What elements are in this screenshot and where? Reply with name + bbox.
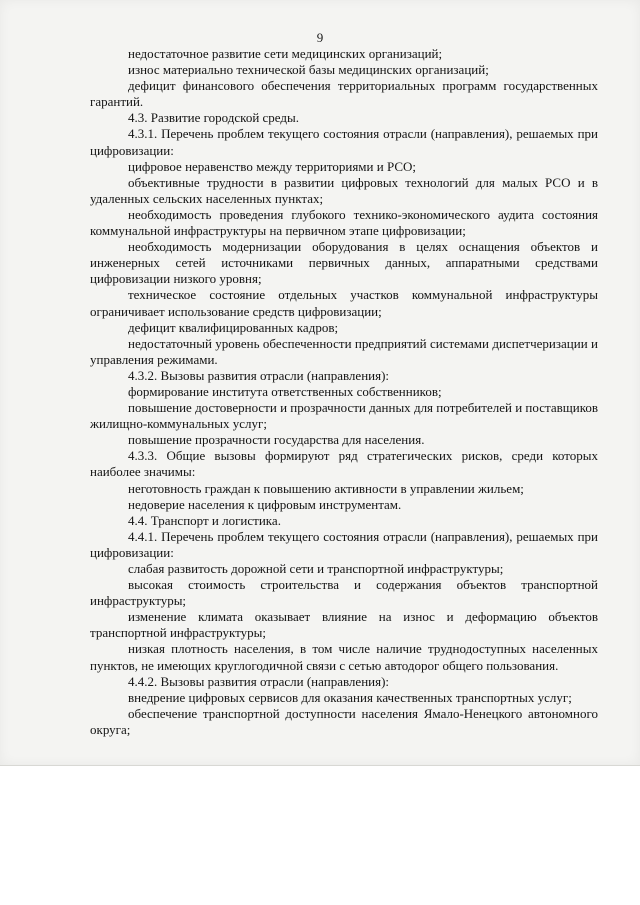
paragraph: объективные трудности в развитии цифровых технологий для малых РСО и в удаленных сельских населенных пунктах; (90, 174, 598, 206)
subsection-heading: 4.3.2. Вызовы развития отрасли (направления): (128, 367, 390, 383)
paragraph: повышение достоверности и прозрачности данных для потребителей и поставщиков жилищно-коммунальных услуг; (90, 400, 598, 432)
paragraph: техническое состояние отдельных участков коммунальной инфраструктуры ограничивает использование средств цифровизации; (90, 287, 598, 319)
paragraph: слабая развитость дорожной сети и транспортной инфраструктуры; (128, 561, 504, 576)
subsection-heading: 4.3.3. Общие вызовы формируют ряд стратегических рисков, среди которых наиболее значимы: (90, 448, 598, 480)
paragraph: высокая стоимость строительства и содержания объектов транспортной инфраструктуры; (90, 577, 598, 609)
paragraph: обеспечение транспортной доступности населения Ямало-Ненецкого автономного округа; (90, 705, 598, 737)
paragraph: недостаточный уровень обеспеченности предприятий системами диспетчеризации и управления режимами. (90, 335, 598, 367)
paragraph: износ материально технической базы медицинских организаций; (128, 62, 489, 78)
paragraph: низкая плотность населения, в том числе наличие труднодоступных населенных пунктов, не имеющих круглогодичной связи с сетью автодорог общего пользования. (90, 641, 598, 673)
paragraph: внедрение цифровых сервисов для оказания качественных транспортных услуг; (128, 689, 572, 705)
paragraph: необходимость модернизации оборудования в целях оснащения объектов и инженерных сетей источниками первичных данных, аппаратными средствами цифровизации низкого уровня; (90, 239, 598, 287)
paragraph: цифровое неравенство между территориями и РСО; (128, 158, 416, 174)
paragraph: повышение прозрачности государства для населения. (128, 432, 425, 448)
page-number: 9 (316, 30, 324, 45)
document-body (90, 46, 598, 738)
paragraph: необходимость проведения глубокого технико-экономического аудита состояния коммунальной инфраструктуры на первичном этапе цифровизации; (90, 206, 598, 239)
section-heading: 4.3. Развитие городской среды. (128, 110, 299, 126)
paragraph: дефицит финансового обеспечения территориальных программ государственных гарантий. (90, 78, 598, 110)
subsection-heading: 4.4.2. Вызовы развития отрасли (направления): (128, 673, 390, 689)
paragraph: дефицит квалифицированных кадров; (128, 319, 339, 335)
paragraph: формирование института ответственных собственников; (128, 383, 442, 399)
paragraph: недостаточное развитие сети медицинских организаций; (128, 46, 443, 61)
paragraph: неготовность граждан к повышению активности в управлении жильем; (128, 480, 524, 496)
subsection-heading: 4.3.1. Перечень проблем текущего состояния отрасли (направления), решаемых при цифровизации: (90, 126, 598, 158)
section-heading: 4.4. Транспорт и логистика. (128, 512, 281, 528)
subsection-heading: 4.4.1. Перечень проблем текущего состояния отрасли (направления), решаемых при цифровизации: (90, 528, 598, 560)
paragraph: недоверие населения к цифровым инструментам. (128, 496, 402, 512)
paragraph: изменение климата оказывает влияние на износ и деформацию объектов транспортной инфраструктуры; (90, 609, 598, 641)
